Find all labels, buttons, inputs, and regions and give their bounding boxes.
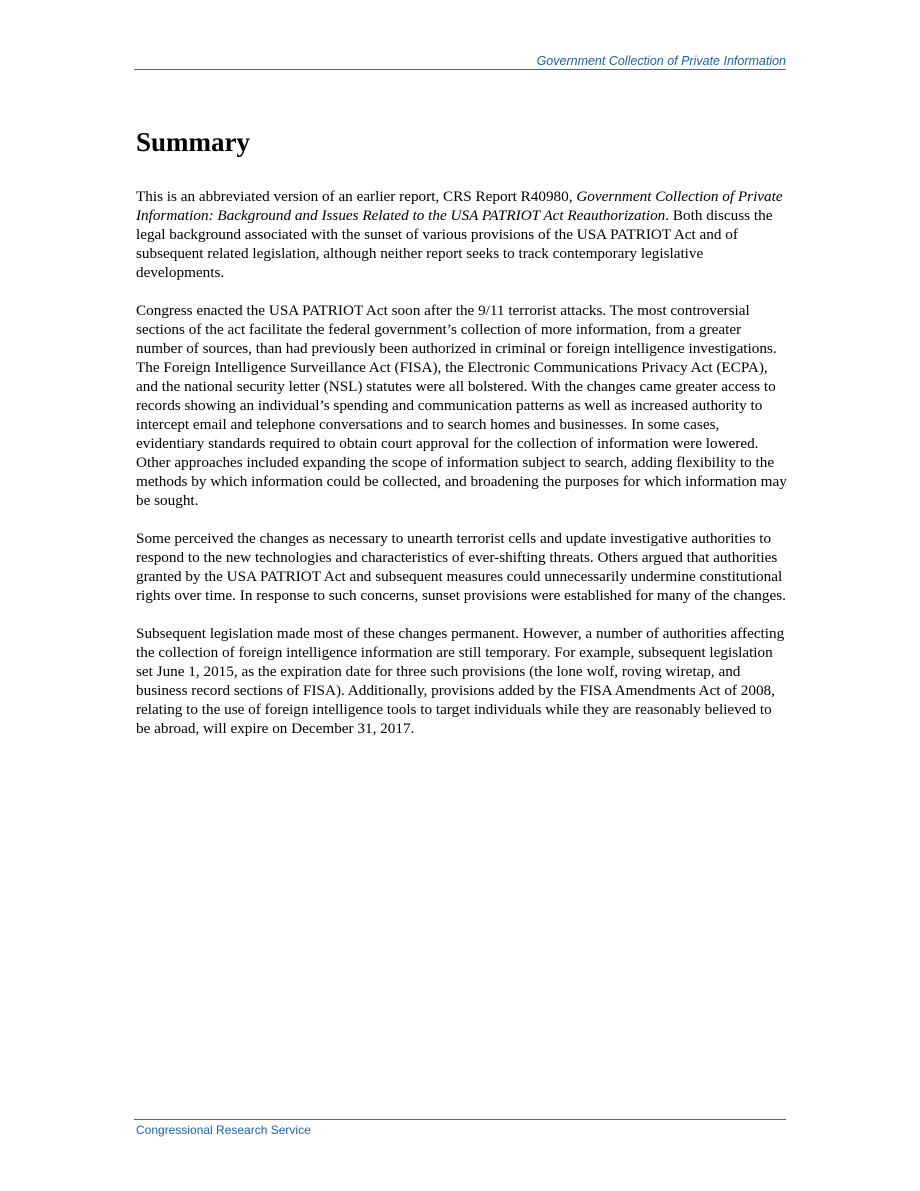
summary-paragraph-1	[136, 187, 788, 282]
report-title-italic: Government Collection of Private Information: Background and Issues Related to the USA PATRIOT Act Reauthorization	[136, 188, 783, 224]
paragraph-text: . Both discuss the legal background associated with the sunset of various provisions of the USA PATRIOT Act and of subsequent related legislation, although neither report seeks to track contemporary legislative developments.	[136, 207, 773, 281]
page-title: Summary	[136, 127, 250, 157]
header-divider	[134, 69, 786, 70]
running-header-title: Government Collection of Private Information	[536, 54, 786, 68]
page-content	[136, 124, 788, 757]
summary-paragraph-2: Congress enacted the USA PATRIOT Act soon after the 9/11 terrorist attacks. The most controversial sections of the act facilitate the federal government’s collection of more information, from a greater number of sources, than had previously been authorized in criminal or foreign intelligence investigations. The Foreign Intelligence Surveillance Act (FISA), the Electronic Communications Privacy Act (ECPA), and the national security letter (NSL) statutes were all bolstered. With the changes came greater access to records showing an individual’s spending and communication patterns as well as increased authority to intercept email and telephone conversations and to search homes and businesses. In some cases, evidentiary standards required to obtain court approval for the collection of information were lowered. Other approaches included expanding the scope of information subject to search, adding flexibility to the methods by which information could be collected, and broadening the purposes for which information may be sought.	[136, 302, 787, 509]
footer-divider	[134, 1119, 786, 1120]
summary-paragraph-4: Subsequent legislation made most of these changes permanent. However, a number of authorities affecting the collection of foreign intelligence information are still temporary. For example, subsequent legislation set June 1, 2015, as the expiration date for three such provisions (the lone wolf, roving wiretap, and business record sections of FISA). Additionally, provisions added by the FISA Amendments Act of 2008, relating to the use of foreign intelligence tools to target individuals while they are reasonably believed to be abroad, will expire on December 31, 2017.	[136, 625, 785, 737]
summary-paragraph-3: Some perceived the changes as necessary to unearth terrorist cells and update investigative authorities to respond to the new technologies and characteristics of ever-shifting threats. Others argued that authorities granted by the USA PATRIOT Act and subsequent measures could unnecessarily undermine constitutional rights over time. In response to such concerns, sunset provisions were established for many of the changes.	[136, 530, 786, 604]
footer-organization: Congressional Research Service	[136, 1123, 311, 1137]
paragraph-text: This is an abbreviated version of an earlier report, CRS Report R40980,	[136, 188, 577, 205]
